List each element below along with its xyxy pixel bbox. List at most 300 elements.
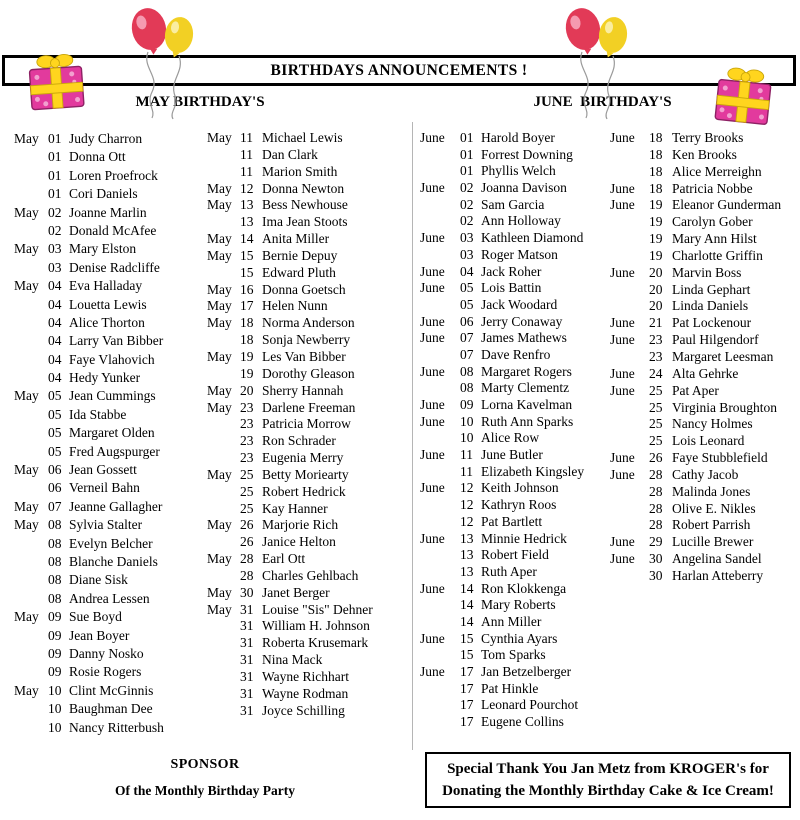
entry-day: 02 — [48, 204, 62, 220]
entry-name: Ida Stabbe — [69, 406, 127, 422]
entry-name: Diane Sisk — [69, 572, 128, 588]
entry-name: Dan Clark — [262, 146, 318, 162]
birthday-entry — [420, 147, 608, 164]
entry-day: 19 — [649, 214, 663, 230]
birthday-entry — [610, 315, 798, 332]
entry-name: Ruth Aper — [481, 563, 537, 579]
entry-day: 14 — [460, 597, 474, 613]
birthday-entry — [207, 231, 410, 248]
entry-month — [14, 332, 48, 350]
birthday-entry — [207, 467, 410, 484]
birthday-entry — [610, 265, 798, 282]
entry-day: 03 — [48, 241, 62, 257]
birthday-entry — [207, 585, 410, 602]
entry-name: Lois Battin — [481, 280, 542, 296]
entry-month: May — [14, 517, 39, 533]
entry-month: May — [207, 601, 232, 617]
birthday-entry — [420, 163, 608, 180]
entry-name: Bess Newhouse — [262, 197, 348, 213]
birthday-entry — [420, 480, 608, 497]
birthday-entry — [207, 484, 410, 501]
entry-name: Mary Roberts — [481, 597, 556, 613]
entry-month: June — [420, 280, 445, 296]
entry-name: Cynthia Ayars — [481, 630, 558, 646]
birthday-entry — [610, 450, 798, 467]
entry-day: 16 — [240, 281, 254, 297]
entry-day: 10 — [48, 719, 62, 735]
entry-day: 18 — [649, 163, 663, 179]
entry-month: May — [207, 517, 232, 533]
entry-month: May — [14, 278, 39, 294]
balloons-icon — [556, 2, 638, 120]
birthday-entry — [207, 214, 410, 231]
entry-day: 23 — [240, 450, 254, 466]
entry-day: 03 — [460, 246, 474, 262]
entry-day: 08 — [48, 517, 62, 533]
entry-month: June — [420, 330, 445, 346]
birthday-entry — [14, 167, 206, 185]
birthday-entry — [207, 652, 410, 669]
entry-day: 11 — [460, 463, 473, 479]
entry-day: 06 — [460, 313, 474, 329]
entry-month — [14, 553, 48, 571]
entry-day: 02 — [460, 180, 474, 196]
birthday-entry — [420, 264, 608, 281]
entry-day: 11 — [460, 447, 473, 463]
entry-name: Lucille Brewer — [672, 534, 754, 550]
birthday-entry — [14, 719, 206, 737]
entry-month: May — [207, 197, 232, 213]
entry-day: 11 — [240, 146, 253, 162]
entry-month — [14, 719, 48, 737]
entry-month — [207, 703, 240, 720]
entry-day: 15 — [460, 630, 474, 646]
birthday-entry — [14, 627, 206, 645]
june-birthday-list-column-1 — [420, 130, 608, 731]
entry-name: Charles Gehlbach — [262, 567, 359, 583]
birthday-entry — [207, 298, 410, 315]
entry-name: Sylvia Stalter — [69, 517, 143, 533]
entry-month: June — [420, 313, 445, 329]
entry-name: Mary Ann Hilst — [672, 231, 757, 247]
birthday-entry — [207, 551, 410, 568]
entry-day: 20 — [649, 264, 663, 280]
thank-you-line-2: Donating the Monthly Birthday Cake & Ice Cream! — [442, 783, 774, 799]
entry-month — [420, 297, 460, 314]
birthday-entry — [14, 296, 206, 314]
entry-day: 31 — [240, 652, 254, 668]
entry-day: 03 — [48, 259, 62, 275]
entry-month — [420, 213, 460, 230]
entry-day: 11 — [240, 163, 253, 179]
entry-day: 23 — [649, 348, 663, 364]
entry-name: Nancy Ritterbush — [69, 719, 164, 735]
entry-name: Angelina Sandel — [672, 551, 762, 567]
birthday-entry — [420, 681, 608, 698]
entry-name: Kay Hanner — [262, 500, 328, 516]
entry-month — [610, 298, 649, 315]
entry-name: Robert Parrish — [672, 517, 751, 533]
birthday-entry — [207, 534, 410, 551]
entry-month: June — [420, 363, 445, 379]
entry-name: Sherry Hannah — [262, 382, 344, 398]
entry-day: 20 — [240, 382, 254, 398]
entry-month: May — [207, 247, 232, 263]
entry-day: 18 — [649, 180, 663, 196]
entry-name: Eleanor Gunderman — [672, 197, 782, 213]
entry-month: May — [207, 298, 232, 314]
entry-day: 23 — [240, 399, 254, 415]
birthday-entry — [14, 314, 206, 332]
birthday-entry — [14, 148, 206, 166]
birthday-entry — [14, 700, 206, 718]
entry-day: 04 — [48, 296, 62, 312]
entry-day: 18 — [240, 315, 254, 331]
entry-month: May — [207, 348, 232, 364]
birthday-entry — [207, 197, 410, 214]
birthday-entry — [14, 479, 206, 497]
entry-name: Pat Aper — [672, 382, 719, 398]
entry-month — [14, 627, 48, 645]
entry-name: Minnie Hedrick — [481, 530, 567, 546]
entry-name: Wayne Rodman — [262, 685, 349, 701]
entry-name: Ruth Ann Sparks — [481, 413, 574, 429]
birthday-entry — [420, 497, 608, 514]
entry-month: June — [420, 397, 445, 412]
entry-month — [420, 147, 460, 164]
birthday-entry — [207, 501, 410, 518]
entry-name: Betty Moriearty — [262, 466, 349, 482]
entry-name: Pat Hinkle — [481, 680, 539, 696]
entry-name: Janice Helton — [262, 534, 336, 550]
birthday-entry — [207, 517, 410, 534]
entry-name: Carolyn Gober — [672, 214, 753, 230]
birthday-entry — [610, 366, 798, 383]
entry-name: William H. Johnson — [262, 618, 370, 634]
birthday-entry — [14, 204, 206, 222]
entry-name: Nancy Holmes — [672, 416, 753, 432]
entry-name: Wayne Richhart — [262, 669, 350, 684]
entry-day: 12 — [460, 513, 474, 529]
entry-month: June — [420, 413, 445, 429]
entry-month: June — [420, 580, 445, 596]
birthday-entry — [14, 443, 206, 461]
entry-day: 01 — [460, 163, 474, 179]
entry-day: 19 — [240, 365, 254, 381]
entry-name: Donald McAfee — [69, 222, 157, 238]
entry-month — [420, 430, 460, 447]
entry-name: Anita Miller — [262, 231, 330, 247]
entry-name: Eugenia Merry — [262, 450, 344, 466]
entry-day: 12 — [240, 180, 254, 196]
entry-name: Cori Daniels — [69, 186, 138, 202]
entry-day: 31 — [240, 702, 254, 718]
entry-name: Jack Roher — [481, 263, 542, 279]
sponsor-block — [15, 757, 395, 799]
entry-month — [420, 464, 460, 481]
entry-name: Joanne Marlin — [69, 204, 147, 220]
entry-name: Harlan Atteberry — [672, 567, 764, 583]
entry-month — [610, 147, 649, 164]
entry-day: 17 — [460, 714, 474, 730]
entry-day: 14 — [460, 613, 474, 629]
entry-month — [14, 222, 48, 240]
entry-day: 08 — [48, 553, 62, 569]
entry-month — [610, 501, 649, 518]
entry-day: 28 — [240, 567, 254, 583]
entry-day: 12 — [460, 497, 474, 513]
june-section-title: JUNE BIRTHDAY'S — [533, 94, 672, 110]
entry-month: June — [610, 551, 635, 567]
birthday-entry — [14, 608, 206, 626]
entry-month: June — [420, 263, 445, 279]
entry-day: 20 — [649, 298, 663, 314]
entry-day: 25 — [649, 399, 663, 415]
entry-month: May — [14, 682, 39, 698]
entry-day: 28 — [649, 500, 663, 516]
entry-month — [610, 214, 649, 231]
entry-day: 02 — [460, 213, 474, 229]
entry-name: Lorna Kavelman — [481, 397, 573, 412]
may-birthday-list-column-1 — [14, 130, 206, 737]
entry-day: 15 — [240, 264, 254, 280]
entry-month — [610, 231, 649, 248]
entry-day: 19 — [649, 231, 663, 247]
entry-month — [207, 366, 240, 383]
entry-day: 08 — [48, 572, 62, 588]
birthday-entry — [14, 535, 206, 553]
entry-day: 13 — [460, 563, 474, 579]
banner-title: BIRTHDAYS ANNOUNCEMENTS ! — [270, 61, 528, 79]
entry-day: 05 — [48, 388, 62, 404]
entry-month: June — [610, 315, 635, 331]
birthday-entry — [420, 347, 608, 364]
entry-month — [207, 652, 240, 669]
entry-month — [14, 443, 48, 461]
entry-month: May — [207, 231, 232, 247]
entry-day: 09 — [48, 609, 62, 625]
entry-day: 08 — [460, 363, 474, 379]
entry-month: May — [14, 241, 39, 257]
birthday-entry — [610, 164, 798, 181]
entry-name: Kathryn Roos — [481, 497, 557, 513]
entry-name: Roberta Krusemark — [262, 635, 369, 651]
birthday-entry — [207, 416, 410, 433]
entry-month: May — [14, 609, 39, 625]
entry-month — [610, 433, 649, 450]
entry-month — [610, 416, 649, 433]
birthday-entry — [420, 397, 608, 414]
entry-name: Harold Boyer — [481, 130, 555, 145]
entry-month: June — [420, 447, 445, 463]
entry-name: Fred Augspurger — [69, 443, 160, 459]
birthday-entry — [610, 214, 798, 231]
birthday-entry — [610, 349, 798, 366]
entry-name: Loren Proefrock — [69, 167, 158, 183]
entry-day: 17 — [460, 664, 474, 679]
entry-month — [207, 214, 240, 231]
entry-day: 10 — [48, 682, 62, 698]
entry-name: Ron Klokkenga — [481, 580, 567, 596]
birthday-entry — [610, 568, 798, 585]
entry-name: Patricia Morrow — [262, 416, 351, 432]
entry-name: Marty Clementz — [481, 380, 570, 396]
entry-month: June — [610, 450, 635, 466]
birthday-entry — [14, 461, 206, 479]
entry-name: Linda Daniels — [672, 298, 749, 314]
entry-name: Olive E. Nikles — [672, 500, 756, 516]
entry-name: Edward Pluth — [262, 264, 336, 280]
birthday-entry — [420, 280, 608, 297]
entry-month: June — [420, 180, 445, 196]
entry-name: Donna Ott — [69, 149, 126, 165]
entry-day: 04 — [48, 314, 62, 330]
birthday-entry — [610, 181, 798, 198]
birthday-entry — [420, 297, 608, 314]
entry-month — [420, 347, 460, 364]
entry-name: Jerry Conaway — [481, 313, 563, 329]
entry-name: Terry Brooks — [672, 130, 744, 145]
birthday-entry — [14, 645, 206, 663]
entry-day: 10 — [460, 430, 474, 446]
entry-day: 05 — [48, 406, 62, 422]
birthday-entry — [610, 147, 798, 164]
birthday-entry — [207, 248, 410, 265]
entry-month — [207, 164, 240, 181]
entry-month: June — [610, 382, 635, 398]
birthday-entry — [420, 197, 608, 214]
entry-day: 07 — [460, 346, 474, 362]
birthday-entry — [420, 364, 608, 381]
entry-day: 18 — [649, 146, 663, 162]
entry-day: 09 — [48, 664, 62, 680]
birthday-entry — [610, 248, 798, 265]
entry-name: Patricia Nobbe — [672, 180, 753, 196]
entry-day: 08 — [48, 590, 62, 606]
birthday-entry — [420, 414, 608, 431]
gift-icon — [20, 40, 93, 117]
birthday-entry — [14, 406, 206, 424]
entry-name: Cathy Jacob — [672, 466, 739, 482]
entry-month: May — [207, 584, 232, 600]
entry-name: Forrest Downing — [481, 146, 573, 162]
entry-day: 10 — [48, 701, 62, 717]
entry-day: 26 — [649, 450, 663, 466]
entry-name: Ann Miller — [481, 613, 542, 629]
entry-day: 12 — [460, 480, 474, 496]
entry-name: Virginia Broughton — [672, 399, 778, 415]
birthday-entry — [610, 298, 798, 315]
birthday-entry — [610, 467, 798, 484]
entry-day: 08 — [460, 380, 474, 396]
entry-day: 15 — [460, 647, 474, 663]
birthday-entry — [14, 387, 206, 405]
entry-month: June — [420, 664, 445, 679]
entry-name: Norma Anderson — [262, 315, 355, 331]
entry-day: 18 — [240, 332, 254, 348]
entry-month: May — [207, 130, 232, 145]
entry-month — [420, 564, 460, 581]
entry-day: 13 — [240, 197, 254, 213]
entry-day: 14 — [240, 231, 254, 247]
birthday-entry — [207, 164, 410, 181]
birthday-entry — [610, 433, 798, 450]
entry-day: 05 — [460, 280, 474, 296]
entry-month: May — [14, 131, 39, 146]
entry-name: Danny Nosko — [69, 645, 144, 661]
entry-day: 25 — [240, 466, 254, 482]
entry-name: Pat Bartlett — [481, 513, 543, 529]
entry-day: 23 — [240, 433, 254, 449]
entry-month: May — [207, 399, 232, 415]
entry-month — [610, 568, 649, 585]
birthday-entry — [610, 517, 798, 534]
entry-month — [14, 296, 48, 314]
entry-name: Louetta Lewis — [69, 296, 147, 312]
birthday-entry — [14, 130, 206, 148]
entry-name: Andrea Lessen — [69, 590, 150, 606]
entry-day: 28 — [649, 466, 663, 482]
entry-name: Joyce Schilling — [262, 702, 345, 718]
entry-month: May — [14, 204, 39, 220]
entry-month — [14, 424, 48, 442]
birthday-entry — [207, 568, 410, 585]
entry-month — [420, 380, 460, 397]
entry-name: Judy Charron — [69, 131, 143, 146]
entry-day: 07 — [460, 330, 474, 346]
entry-month: May — [14, 498, 39, 514]
entry-day: 28 — [649, 483, 663, 499]
entry-name: Clint McGinnis — [69, 682, 154, 698]
entry-name: Paul Hilgendorf — [672, 332, 759, 348]
birthday-entry — [207, 366, 410, 383]
entry-name: Earl Ott — [262, 551, 306, 567]
entry-day: 01 — [460, 146, 474, 162]
entry-day: 23 — [649, 332, 663, 348]
entry-month — [14, 645, 48, 663]
entry-month: June — [610, 180, 635, 196]
entry-day: 24 — [649, 365, 663, 381]
entry-name: Robert Hedrick — [262, 483, 346, 499]
birthday-entry — [610, 231, 798, 248]
birthday-entry — [420, 714, 608, 731]
entry-name: Ann Holloway — [481, 213, 561, 229]
entry-day: 28 — [240, 551, 254, 567]
entry-day: 25 — [649, 433, 663, 449]
entry-name: Louise "Sis" Dehner — [262, 601, 373, 617]
entry-month — [207, 501, 240, 518]
entry-name: Leonard Pourchot — [481, 697, 579, 713]
birthday-entry — [610, 383, 798, 400]
birthday-entry — [207, 181, 410, 198]
entry-name: James Mathews — [481, 330, 567, 346]
birthday-entry — [14, 498, 206, 516]
entry-name: Helen Nunn — [262, 298, 328, 314]
birthday-entry — [610, 534, 798, 551]
birthday-entry — [420, 130, 608, 147]
entry-name: Nina Mack — [262, 652, 323, 668]
entry-month: June — [610, 365, 635, 381]
birthday-entry — [207, 602, 410, 619]
entry-month — [14, 167, 48, 185]
entry-month — [14, 479, 48, 497]
sponsor-title: SPONSOR — [170, 757, 240, 772]
entry-day: 28 — [649, 517, 663, 533]
entry-month — [207, 450, 240, 467]
entry-month — [610, 484, 649, 501]
entry-name: Sam Garcia — [481, 196, 545, 212]
entry-name: Keith Johnson — [481, 480, 559, 496]
